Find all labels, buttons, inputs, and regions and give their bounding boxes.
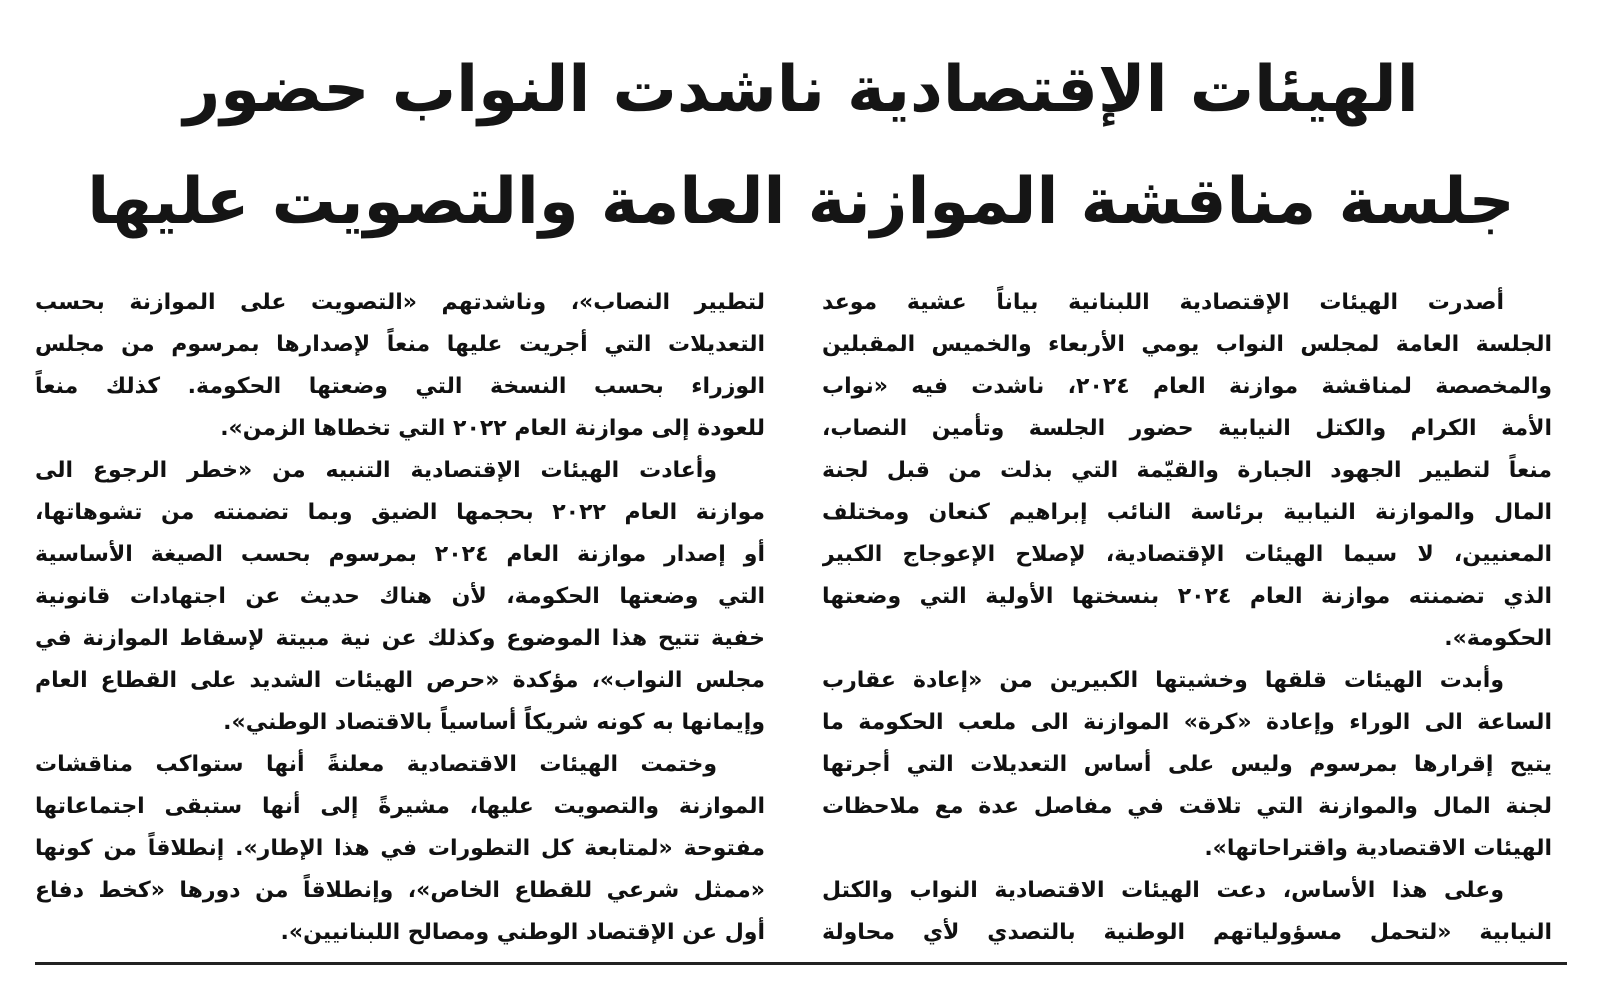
body-line: خفية تتيح هذا الموضوع وكذلك عن نية مبيتة لإسقاط الموازنة في	[35, 626, 765, 651]
body-line: أصدرت الهيئات الإقتصادية اللبنانية بياناً عشية موعد	[822, 290, 1504, 315]
body-line: وختمت الهيئات الاقتصادية معلنةً أنها ستواكب مناقشات	[35, 752, 717, 777]
body-line: والمخصصة لمناقشة موازنة العام ٢٠٢٤، ناشدت فيه «نواب	[822, 374, 1552, 399]
body-line: يتيح إقرارها بمرسوم وليس على أساس التعديلات التي أجرتها	[822, 752, 1552, 777]
body-line: موازنة العام ٢٠٢٢ بحجمها الضيق وبما تضمنته من تشوهاتها،	[35, 500, 765, 525]
body-line: المال والموازنة النيابية برئاسة النائب إبراهيم كنعان ومختلف	[822, 500, 1552, 525]
headline-line-1: الهيئات الإقتصادية ناشدت النواب حضور	[183, 53, 1419, 127]
article-column-left	[35, 282, 765, 954]
body-line: النيابية «لتحمل مسؤولياتهم الوطنية بالتصدي لأي محاولة	[822, 920, 1552, 945]
body-line: الذي تضمنته موازنة العام ٢٠٢٤ بنسختها الأولية التي وضعتها	[822, 584, 1552, 609]
body-line: الحكومة».	[1444, 626, 1552, 651]
body-line: لتطيير النصاب»، وناشدتهم «التصويت على الموازنة بحسب	[35, 290, 765, 315]
body-line: وإيمانها به كونه شريكاً أساسياً بالاقتصاد الوطني».	[223, 710, 765, 735]
body-line: «ممثل شرعي للقطاع الخاص»، وإنطلاقاً من دورها «كخط دفاع	[35, 878, 765, 903]
body-line: للعودة إلى موازنة العام ٢٠٢٢ التي تخطاها الزمن».	[220, 416, 765, 441]
body-line: الأمة الكرام والكتل النيابية حضور الجلسة وتأمين النصاب،	[822, 416, 1552, 441]
body-line: الموازنة والتصويت عليها، مشيرةً إلى أنها ستبقى اجتماعاتها	[35, 794, 765, 819]
body-line: أو إصدار موازنة العام ٢٠٢٤ بمرسوم بحسب الصيغة الأساسية	[35, 542, 765, 567]
body-line: وأبدت الهيئات قلقها وخشيتها الكبيرين من «إعادة عقارب	[822, 668, 1504, 693]
body-line: المعنيين، لا سيما الهيئات الإقتصادية، لإصلاح الإعوجاج الكبير	[822, 542, 1552, 567]
body-line: مفتوحة «لمتابعة كل التطورات في هذا الإطار». إنطلاقاً من كونها	[35, 836, 765, 861]
body-line: الوزراء بحسب النسخة التي وضعتها الحكومة. كذلك منعاً	[35, 374, 765, 399]
body-line: لجنة المال والموازنة التي تلاقت في مفاصل عدة مع ملاحظات	[822, 794, 1552, 819]
body-line: التعديلات التي أجريت عليها منعاً لإصدارها بمرسوم من مجلس	[35, 332, 765, 357]
headline-line-2: جلسة مناقشة الموازنة العامة والتصويت عليها	[87, 165, 1515, 239]
body-line: الجلسة العامة لمجلس النواب يومي الأربعاء والخميس المقبلين	[822, 332, 1552, 357]
article-headline	[0, 34, 1602, 258]
body-line: التي وضعتها الحكومة، لأن هناك حديث عن اجتهادات قانونية	[35, 584, 765, 609]
body-line: أول عن الإقتصاد الوطني ومصالح اللبنانيين».	[280, 920, 765, 945]
body-line: الساعة الى الوراء وإعادة «كرة» الموازنة الى ملعب الحكومة ما	[822, 710, 1552, 735]
bottom-divider	[35, 962, 1567, 965]
body-line: مجلس النواب»، مؤكدة «حرص الهيئات الشديد على القطاع العام	[35, 668, 765, 693]
body-line: وعلى هذا الأساس، دعت الهيئات الاقتصادية النواب والكتل	[822, 878, 1504, 903]
body-line: منعاً لتطيير الجهود الجبارة والقيّمة التي بذلت من قبل لجنة	[822, 458, 1552, 483]
article-column-right	[822, 282, 1552, 954]
body-line: وأعادت الهيئات الإقتصادية التنبيه من «خطر الرجوع الى	[35, 458, 717, 483]
body-line: الهيئات الاقتصادية واقتراحاتها».	[1204, 836, 1552, 861]
